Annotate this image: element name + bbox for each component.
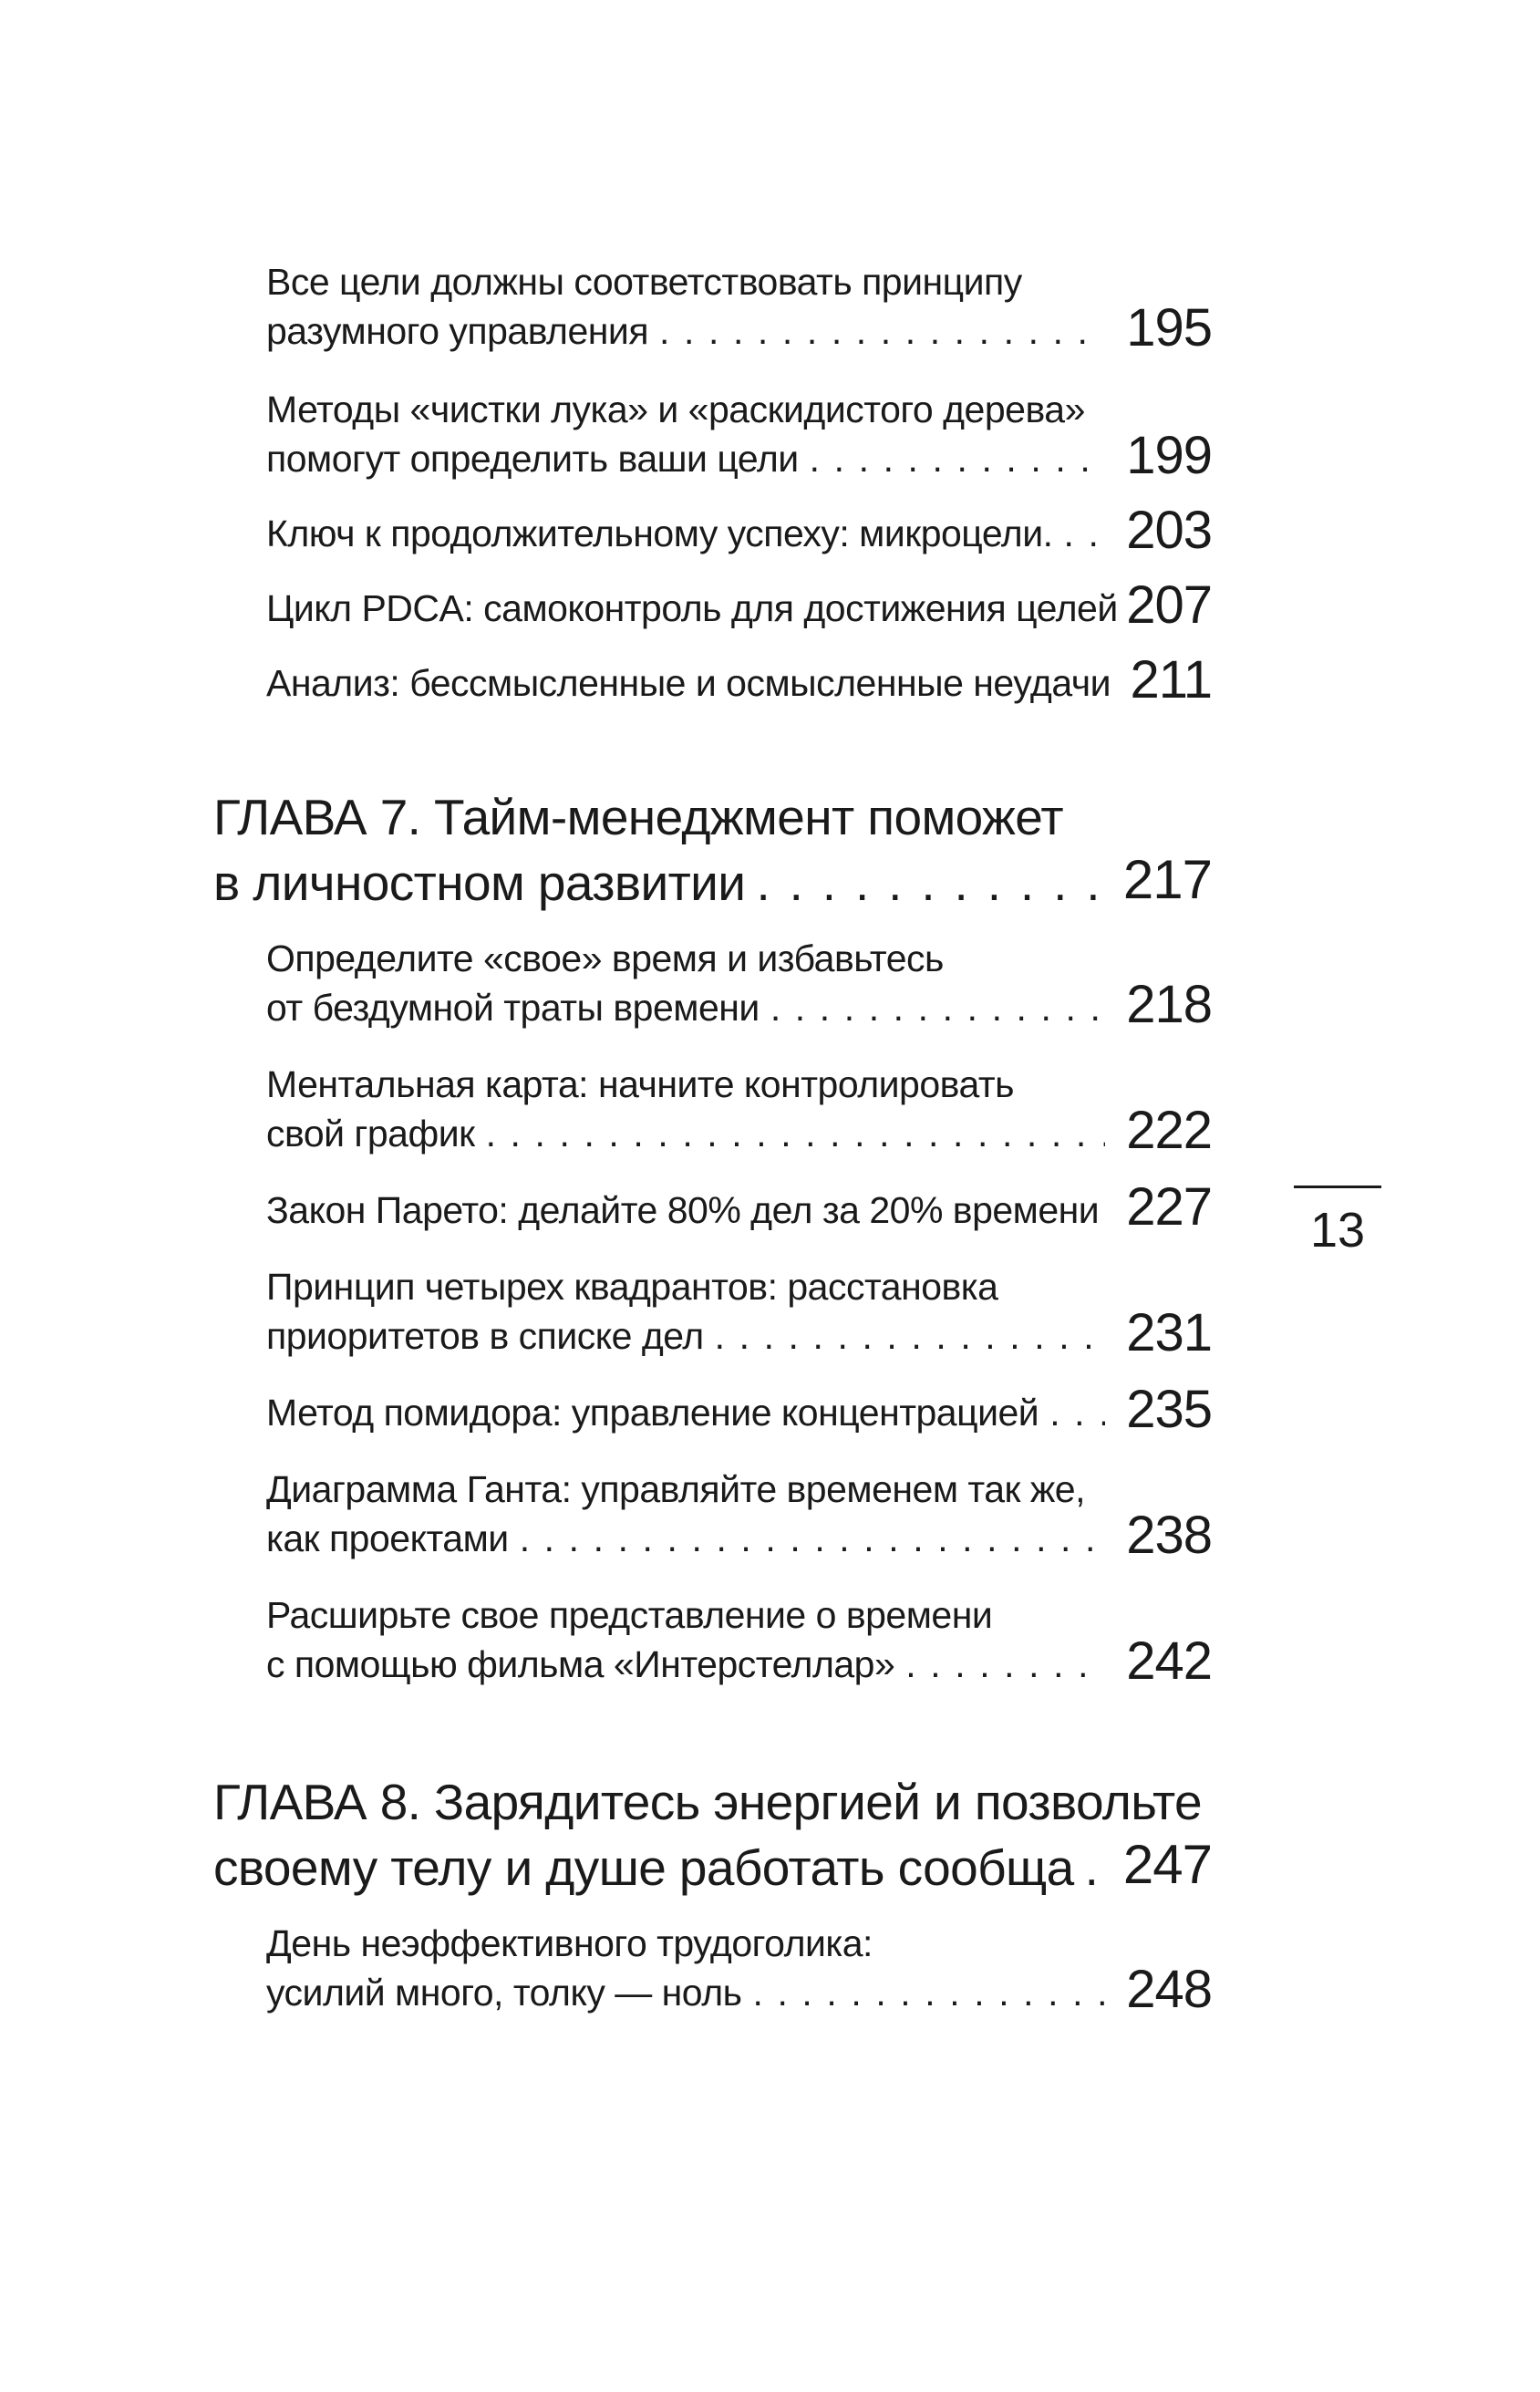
toc-entry-title-line-last [266,587,1118,630]
toc-entry [266,1922,1212,2023]
toc-chapter-title-text: своему телу и душе работать сообща [213,1839,1074,1896]
toc-chapter-page-number: 247 [1122,1834,1212,1895]
dot-leader [1052,513,1105,555]
toc-entry [266,388,1212,489]
toc-entry-title-line: Расширьте свое представление о времени [266,1594,993,1636]
toc-entry-title-text: свой график [266,1113,475,1155]
toc-entry-title-text: Метод помидора: управление концентрацией [266,1392,1039,1434]
toc-entry-title-line: Все цели должны соответствовать принципу [266,261,1022,303]
toc-entry-title-line-last [266,1189,1105,1232]
toc-chapter-title-line: ГЛАВА 7. Тайм-менеджмент поможет [213,789,1063,845]
dot-leader [1039,1392,1105,1434]
toc-entry-page-number: 231 [1126,1303,1212,1362]
toc-entry-title-line-last [266,1392,1105,1434]
dot-leader [894,1643,1105,1686]
toc-chapter-entry [213,1773,1212,1910]
toc-entry-title-line-last [266,310,1105,353]
toc-entry-title-text: с помощью фильма «Интерстеллар» [266,1643,895,1685]
toc-entry-page-number: 227 [1126,1177,1212,1237]
toc-entry-page-number: 248 [1126,1960,1212,2019]
toc-entry-title-line: Принцип четырех квадрантов: расстановка [266,1266,998,1308]
toc-entry-title-line-last [266,1643,1105,1686]
toc-entry-title-line-last [266,662,1111,705]
page-number: 13 [1309,1203,1366,1258]
toc-entry [266,1177,1212,1244]
toc-entry-page-number: 242 [1126,1631,1212,1691]
folio-rule [1294,1186,1381,1188]
toc-entry-title-text: помогут определить ваши цели [266,438,799,480]
toc-entry-title-line: Ментальная карта: начните контролировать [266,1063,1015,1105]
toc-entry-page-number: 199 [1126,426,1212,485]
dot-leader [509,1517,1105,1560]
toc-entry-page-number: 207 [1126,575,1212,635]
toc-chapter-title-line: ГЛАВА 8. Зарядитесь энергией и позвольте [213,1774,1202,1830]
toc-entry [266,575,1212,642]
dot-leader [1074,1838,1105,1897]
dot-leader [1111,662,1121,705]
toc-entry-title-line: Диаграмма Ганта: управляйте временем так же, [266,1468,1085,1510]
toc-entry [266,1468,1212,1569]
dot-leader [741,1972,1105,2014]
toc-entry [266,937,1212,1038]
toc-entry-title-text: как проектами [266,1517,509,1559]
toc-entry-title-line-last [266,438,1105,481]
toc-chapter-page-number: 217 [1122,849,1212,910]
toc-entry-page-number: 195 [1126,298,1212,357]
toc-entry-title-line: Методы «чистки лука» и «раскидистого дерева» [266,388,1085,430]
toc-entry [266,1380,1212,1446]
toc-entry-title-line-last [266,987,1105,1030]
toc-entry-title-line-last [266,1113,1105,1155]
toc-chapter-title-line-last [213,854,1105,912]
dot-leader [760,987,1105,1030]
toc-entry-page-number: 238 [1126,1506,1212,1565]
toc-entry-page-number: 211 [1130,650,1212,709]
toc-entry [266,501,1212,567]
dot-leader [648,310,1105,353]
toc-chapter-entry [213,788,1212,925]
toc-entry-title-text: Анализ: бессмысленные и осмысленные неудачи [266,662,1111,704]
dot-leader [704,1315,1105,1358]
toc-entry-title-text: Ключ к продолжительному успеху: микроцели. [266,513,1053,554]
toc-chapter-title-text: в личностном развитии [213,854,746,911]
dot-leader [799,438,1105,481]
toc-entry-title-text: разумного управления [266,310,649,352]
toc-entry-title-text: Цикл PDCA: самоконтроль для достижения целей [266,587,1118,629]
toc-entry-title-text: от бездумной траты времени [266,987,760,1029]
toc-entry-page-number: 222 [1126,1101,1212,1160]
toc-entry [266,1594,1212,1694]
toc-entry-page-number: 203 [1126,501,1212,560]
toc-entry-title-text: усилий много, толку — ноль [266,1972,742,2014]
toc-entry [266,650,1212,717]
toc-entry-title-text: Закон Парето: делайте 80% дел за 20% времени [266,1189,1100,1231]
toc-entry-page-number: 218 [1126,975,1212,1034]
toc-chapter-title-line-last [213,1838,1105,1897]
toc-entry-page-number: 235 [1126,1380,1212,1439]
dot-leader [745,854,1105,912]
toc-entry [266,1063,1212,1164]
toc-entry-title-text: приоритетов в списке дел [266,1315,704,1357]
dot-leader [475,1113,1105,1155]
toc-entry-title-line-last [266,1315,1105,1358]
toc-entry [266,1266,1212,1366]
toc-entry [266,261,1212,361]
dot-leader [1099,1189,1110,1232]
toc-entry-title-line: Определите «свое» время и избавьтесь [266,937,944,979]
toc-entry-title-line-last [266,1517,1105,1560]
toc-entry-title-line-last [266,513,1105,555]
toc-entry-title-line: День неэффективного трудоголика: [266,1922,873,1964]
toc-entry-title-line-last [266,1972,1105,2014]
